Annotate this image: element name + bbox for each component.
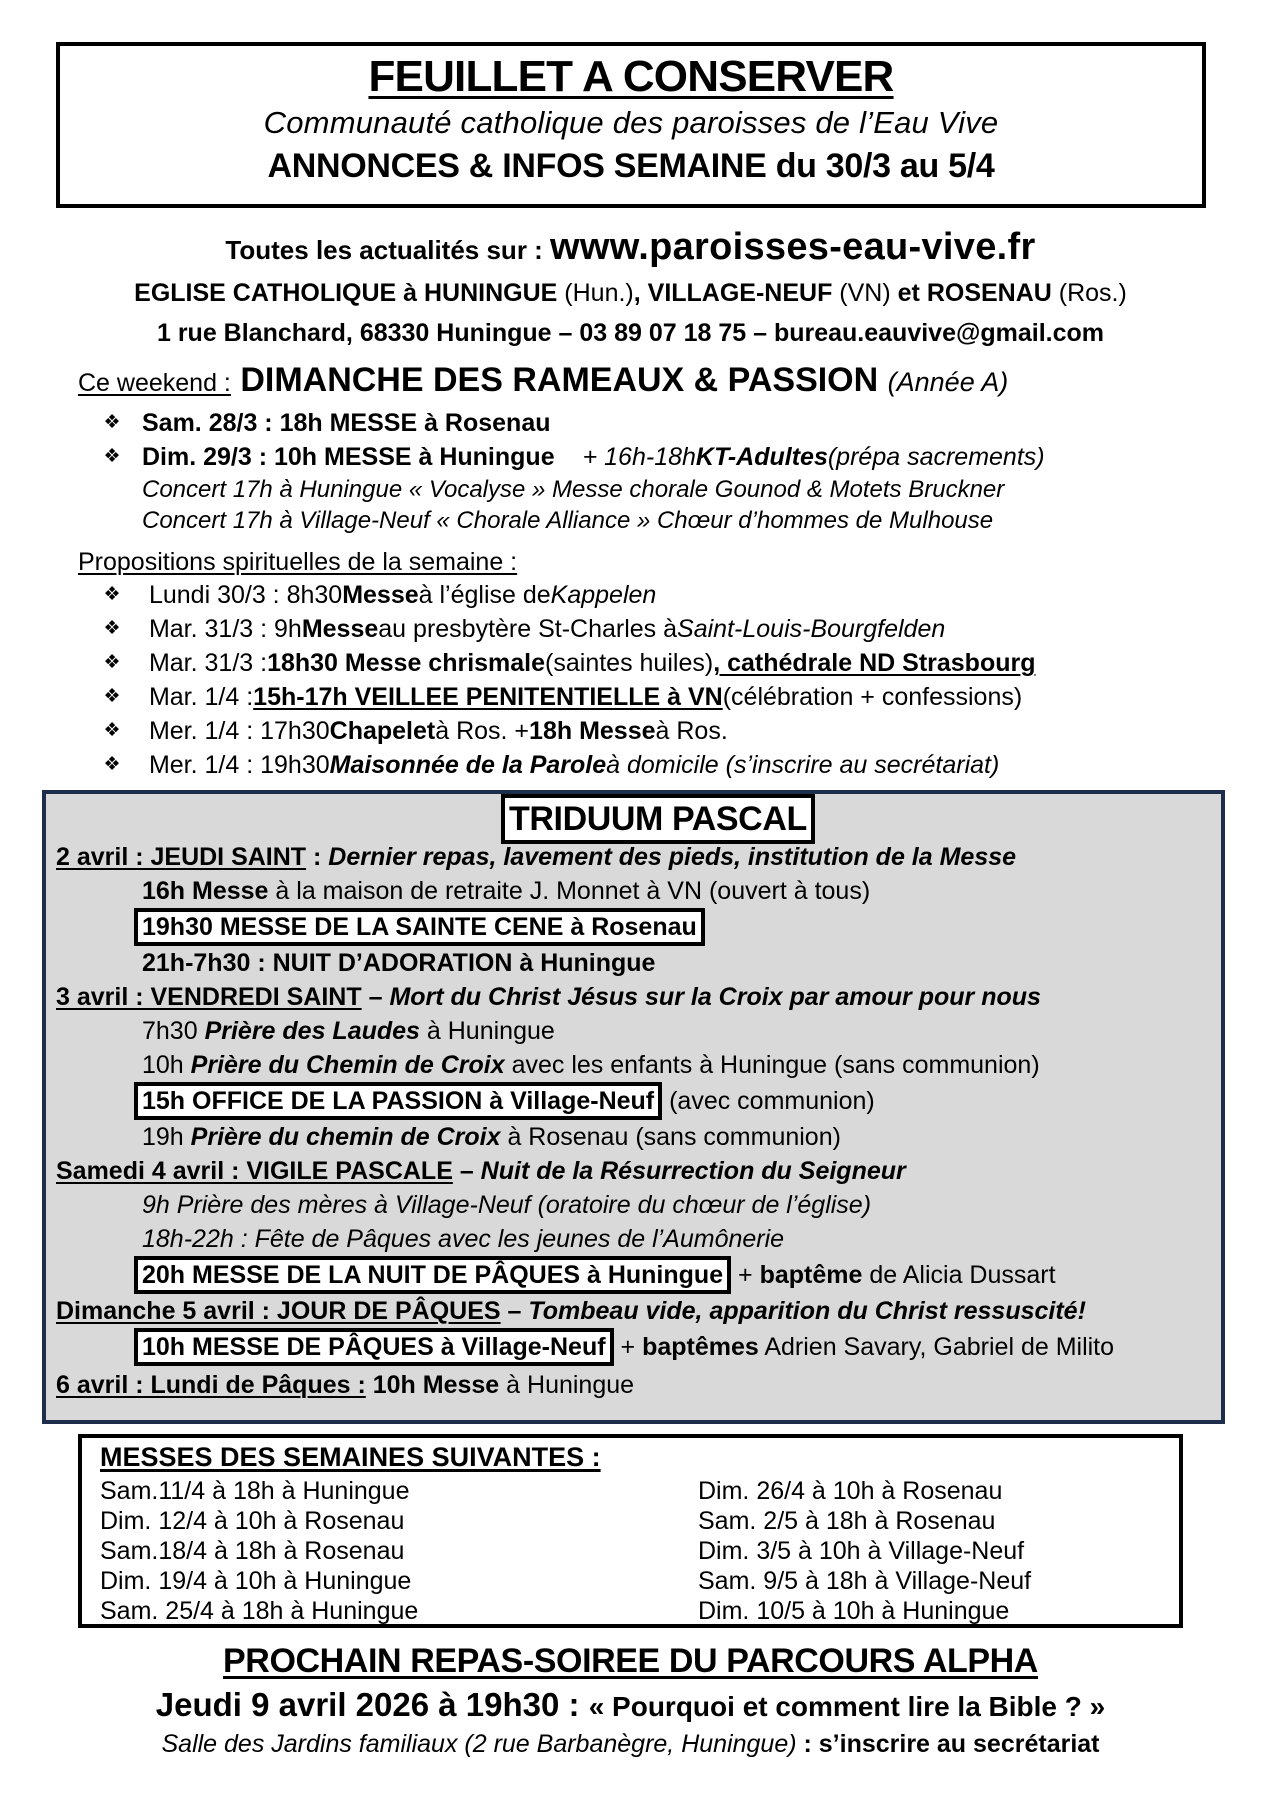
weekend-item-extra: + 16h-18h: [582, 443, 696, 471]
following-masses-right: [698, 1476, 1031, 1626]
alpha-place-line: [0, 1726, 1261, 1762]
event-line: 21h-7h30 : NUIT D’ADORATION à Huningue: [142, 949, 656, 977]
alpha-date: Jeudi 9 avril 2026 à 19h30 :: [155, 1686, 589, 1723]
item-italic: Kappelen: [550, 581, 657, 609]
event-line: [134, 1082, 875, 1120]
bullet-diamond-icon: ❖: [103, 584, 121, 605]
mass-entry: Sam. 9/5 à 18h à Village-Neuf: [698, 1567, 1032, 1595]
list-item: [100, 714, 1036, 748]
item-bold: Chapelet: [329, 717, 436, 745]
item-text: (célébration + confessions): [722, 683, 1023, 711]
event-text: +: [731, 1261, 760, 1289]
event-text: à la maison de retraite J. Monnet à VN (ouvert à tous): [268, 877, 871, 905]
friday-heading: [56, 980, 1041, 1014]
website-line: [0, 224, 1261, 273]
item-bold: 18h Messe: [529, 717, 656, 745]
mass-entry: Sam. 25/4 à 18h à Huningue: [100, 1597, 419, 1625]
day-label: Dimanche 5 avril : JOUR DE PÂQUES: [56, 1297, 501, 1325]
highlighted-mass: 19h30 MESSE DE LA SAINTE CENE à Rosenau: [134, 908, 705, 946]
event-text: à Rosenau (sans communion): [500, 1123, 841, 1151]
mass-entry: Dim. 3/5 à 10h à Village-Neuf: [698, 1537, 1025, 1565]
triduum-title: TRIDUUM PASCAL: [501, 794, 815, 844]
list-item: [100, 440, 1045, 474]
bullet-diamond-icon: ❖: [103, 412, 121, 433]
event-line: [134, 908, 705, 946]
church-part: (Hun.): [557, 279, 634, 307]
event-line: 18h-22h : Fête de Pâques avec les jeunes de l’Aumônerie: [142, 1225, 785, 1253]
day-description: Nuit de la Résurrection du Seigneur: [480, 1157, 906, 1185]
mass-entry: Sam. 2/5 à 18h à Rosenau: [698, 1507, 996, 1535]
event-line: [142, 1014, 555, 1048]
mass-entry: Dim. 26/4 à 10h à Rosenau: [698, 1477, 1003, 1505]
mass-entry: Dim. 10/5 à 10h à Huningue: [698, 1597, 1010, 1625]
item-bold-underlined: 15h-17h VEILLEE PENITENTIELLE à VN: [253, 683, 723, 711]
list-item: [100, 646, 1036, 680]
weekend-item-main: Dim. 29/3 : 10h MESSE à Huningue: [142, 443, 555, 471]
event-text: (avec communion): [662, 1087, 875, 1115]
highlighted-mass: 20h MESSE DE LA NUIT DE PÂQUES à Huningue: [134, 1256, 731, 1294]
item-text: au presbytère St-Charles à: [378, 615, 678, 643]
header-box: [56, 42, 1206, 208]
event-text: 19h: [142, 1123, 191, 1151]
event-bold: baptême: [759, 1261, 863, 1289]
item-text: (saintes huiles): [545, 649, 714, 677]
list-item: [100, 748, 1036, 782]
alpha-date-line: [0, 1684, 1261, 1728]
triduum-box: [42, 790, 1225, 1424]
event-line: 9h Prière des mères à Village-Neuf (oratoire du chœur de l’église): [142, 1191, 872, 1219]
weekend-item-main: Sam. 28/3 : 18h MESSE à Rosenau: [142, 409, 551, 437]
item-text: à Ros. +: [435, 717, 530, 745]
highlighted-mass: 10h MESSE DE PÂQUES à Village-Neuf: [134, 1328, 614, 1366]
church-part: EGLISE CATHOLIQUE à HUNINGUE: [134, 279, 558, 307]
item-text: à l’église de: [418, 581, 551, 609]
item-bold-italic: Maisonnée de la Parole: [329, 751, 607, 779]
weekend-title: DIMANCHE DES RAMEAUX & PASSION: [230, 361, 888, 399]
page-title: FEUILLET A CONSERVER: [368, 52, 894, 101]
item-text: Mar. 1/4 :: [148, 683, 254, 711]
event-text: à Huningue: [499, 1371, 635, 1399]
item-text: Mer. 1/4 : 19h30: [148, 751, 330, 779]
website-link[interactable]: www.paroisses-eau-vive.fr: [550, 226, 1036, 268]
website-prefix: Toutes les actualités sur :: [225, 235, 551, 265]
alpha-register: : s’inscrire au secrétariat: [796, 1730, 1100, 1758]
separator: –: [452, 1157, 481, 1185]
event-text: 7h30: [142, 1017, 205, 1045]
community-subtitle: Communauté catholique des paroisses de l’Eau Vive: [263, 105, 999, 140]
church-part: (VN): [832, 279, 898, 307]
item-bold: 18h30 Messe chrismale: [267, 649, 546, 677]
week-title: ANNONCES & INFOS SEMAINE du 30/3 au 5/4: [267, 147, 995, 185]
bullet-diamond-icon: ❖: [103, 446, 121, 467]
alpha-topic: « Pourquoi et comment lire la Bible ? »: [588, 1691, 1106, 1722]
event-text: de Alicia Dussart: [862, 1261, 1056, 1289]
day-label: 6 avril : Lundi de Pâques :: [56, 1371, 366, 1399]
church-part: et ROSENAU: [897, 279, 1052, 307]
event-bold: 16h Messe: [142, 877, 269, 905]
event-text: Adrien Savary, Gabriel de Milito: [758, 1333, 1115, 1361]
item-italic: Saint-Louis-Bourgfelden: [677, 615, 946, 643]
saturday-heading: [56, 1154, 906, 1188]
day-label: Samedi 4 avril : VIGILE PASCALE: [56, 1157, 453, 1185]
mass-entry: Sam.11/4 à 18h à Huningue: [100, 1477, 410, 1505]
church-line: [0, 276, 1261, 310]
separator: :: [306, 843, 329, 871]
church-part: , VILLAGE-NEUF: [633, 279, 833, 307]
weekend-label: Ce weekend :: [78, 369, 231, 397]
alpha-place: Salle des Jardins familiaux (2 rue Barbanègre, Huningue): [161, 1730, 797, 1758]
church-part: (Ros.): [1051, 279, 1127, 307]
event-bold-italic: Prière du chemin de Croix: [190, 1123, 501, 1151]
event-line: [134, 1328, 1114, 1366]
day-label: 3 avril : VENDREDI SAINT: [56, 983, 362, 1011]
item-text: Mar. 31/3 :: [148, 649, 268, 677]
event-line: [142, 1048, 1040, 1082]
event-text: +: [613, 1333, 643, 1361]
day-description: Dernier repas, lavement des pieds, institution de la Messe: [328, 843, 1017, 871]
bullet-diamond-icon: ❖: [103, 618, 121, 639]
alpha-title: PROCHAIN REPAS-SOIREE DU PARCOURS ALPHA: [223, 1642, 1038, 1680]
item-text: Mar. 31/3 : 9h: [148, 615, 302, 643]
day-label: 2 avril : JEUDI SAINT: [56, 843, 307, 871]
day-description: Tombeau vide, apparition du Christ ressuscité!: [528, 1297, 1086, 1325]
item-text: Mer. 1/4 : 17h30: [148, 717, 330, 745]
following-masses-title: MESSES DES SEMAINES SUIVANTES :: [100, 1442, 601, 1472]
event-bold: 10h Messe: [365, 1371, 500, 1399]
weekend-item-extra-bold: KT-Adultes: [695, 443, 828, 471]
mass-entry: Dim. 19/4 à 10h à Huningue: [100, 1567, 412, 1595]
mass-entry: Dim. 12/4 à 10h à Rosenau: [100, 1507, 405, 1535]
propositions-list: [100, 578, 1036, 782]
weekend-heading: [78, 361, 1009, 399]
list-item: [100, 578, 1036, 612]
weekend-item-extra-tail: (prépa sacrements): [827, 443, 1045, 471]
event-text: avec les enfants à Huningue (sans communion): [504, 1051, 1040, 1079]
event-line: [142, 874, 870, 908]
item-text: à Ros.: [655, 717, 728, 745]
item-bold-underlined: , cathédrale ND Strasbourg: [713, 649, 1036, 677]
bullet-diamond-icon: ❖: [103, 686, 121, 707]
bullet-diamond-icon: ❖: [103, 754, 121, 775]
monday-heading: [56, 1368, 634, 1402]
list-item: [100, 406, 1045, 440]
address-line: 1 rue Blanchard, 68330 Huningue – 03 89 07 18 75 – bureau.eauvive@gmail.com: [156, 319, 1105, 347]
following-masses-left: [100, 1476, 418, 1626]
event-bold: baptêmes: [642, 1333, 759, 1361]
weekend-year: (Année A): [887, 367, 1009, 397]
concert-line: Concert 17h à Village-Neuf « Chorale Alliance » Chœur d’hommes de Mulhouse: [142, 507, 994, 534]
item-italic: à domicile (s’inscrire au secrétariat): [606, 751, 1000, 779]
day-description: Mort du Christ Jésus sur la Croix par amour pour nous: [389, 983, 1041, 1011]
separator: –: [500, 1297, 529, 1325]
concert-line: Concert 17h à Huningue « Vocalyse » Messe chorale Gounod & Motets Bruckner: [142, 476, 1005, 503]
propositions-heading: Propositions spirituelles de la semaine :: [78, 548, 518, 576]
event-bold-italic: Prière du Chemin de Croix: [190, 1051, 505, 1079]
event-text: 10h: [142, 1051, 191, 1079]
bullet-diamond-icon: ❖: [103, 720, 121, 741]
following-masses-box: [78, 1434, 1183, 1628]
item-bold: Messe: [301, 615, 379, 643]
highlighted-mass: 15h OFFICE DE LA PASSION à Village-Neuf: [134, 1082, 662, 1120]
thursday-heading: [56, 840, 1016, 874]
item-bold: Messe: [342, 581, 419, 609]
event-bold-italic: Prière des Laudes: [204, 1017, 420, 1045]
weekend-list: [100, 406, 1045, 536]
mass-entry: Sam.18/4 à 18h à Rosenau: [100, 1537, 405, 1565]
item-text: Lundi 30/3 : 8h30: [148, 581, 343, 609]
bullet-diamond-icon: ❖: [103, 652, 121, 673]
event-line: [142, 1120, 841, 1154]
separator: –: [361, 983, 390, 1011]
sunday-heading: [56, 1294, 1086, 1328]
list-item: [100, 612, 1036, 646]
event-text: à Huningue: [419, 1017, 555, 1045]
list-item: [100, 680, 1036, 714]
event-line: [134, 1256, 1056, 1294]
